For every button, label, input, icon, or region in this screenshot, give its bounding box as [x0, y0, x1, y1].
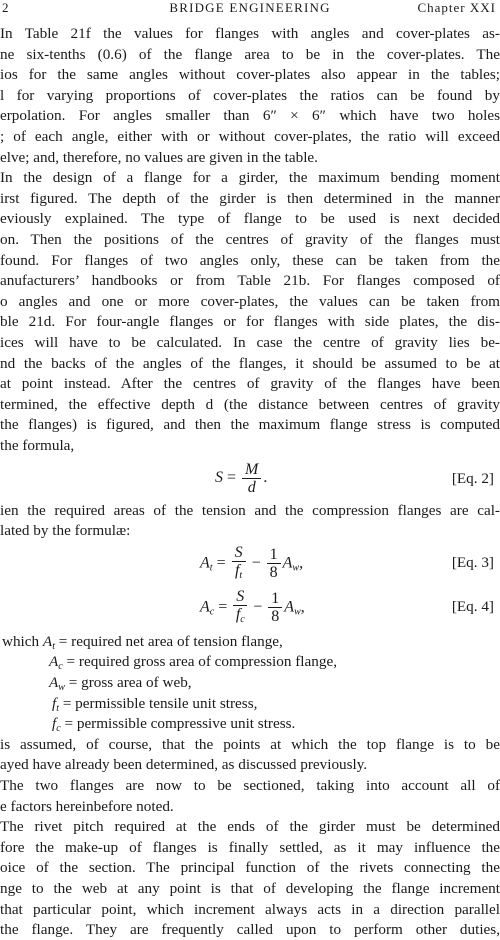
paragraph-line: l for varying proportions of cover-plates the ratios can be found by [0, 86, 500, 104]
running-header [0, 0, 500, 20]
paragraph-line: oice of the section. The principal function of the rivets connecting the [0, 859, 500, 877]
chapter-label: Chapter XXI [417, 0, 496, 15]
paragraph-line: nd the backs of the angles of the flanges, it should be assumed to be at [0, 354, 500, 372]
paragraph-line: ices will have to be calculated. In case the centre of gravity lies be- [0, 334, 500, 351]
fraction: $\frac{1}{8}$ [267, 546, 281, 581]
fraction: $\frac{S}{f_t}$ [232, 544, 246, 584]
paragraph-line: on. Then the positions of the centres of gravity of the flanges must [0, 231, 500, 248]
paragraph-line: eviously explained. The type of flange to be used is next decided [0, 210, 500, 228]
paragraph-line: found. For flanges of two angles only, these can be taken from the [0, 251, 500, 269]
paragraph-line: ayed have already been determined, as discussed previously. [0, 756, 368, 774]
paragraph-line: ios for the same angles without cover-plates also appear in the tables; [0, 66, 500, 84]
equation-2: S = $\frac{M}{d}$ . [215, 460, 268, 496]
paragraph-line: termined, the effective depth d (the distance between centres of gravity [0, 395, 500, 413]
paragraph-line: the flanges) is figured, and then the maximum flange stress is computed [0, 416, 500, 434]
paragraph-line: In the design of a flange for a girder, the maximum bending moment [0, 169, 500, 187]
paragraph-line: erpolation. For angles smaller than 6″ × 6″ which have two holes [0, 107, 500, 125]
paragraph-line: nge to the web at any point is that of developing the flange increment [0, 880, 500, 897]
definition-line: $f_t$ = permissible tensile unit stress, [52, 694, 258, 714]
paragraph-line: fore the make-up of flanges is finally settled, as it may influence the [0, 838, 500, 856]
paragraph-line: ble 21d. For four-angle flanges or for flanges with side plates, the dis- [0, 313, 500, 331]
fraction: $\frac{1}{8}$ [268, 590, 282, 625]
paragraph-line: irst figured. The depth of the girder is then determined in the manner [0, 189, 500, 207]
paragraph-line: elve; and, therefore, no values are given in the table. [0, 148, 318, 166]
paragraph-line: ne six-tenths (0.6) of the flange area to be in the cover-plates. The [0, 45, 500, 63]
paragraph-line: e factors hereinbefore noted. [0, 797, 174, 815]
definition-line: $A_w$ = gross area of web, [49, 674, 192, 693]
paragraph-line: at point instead. After the centres of gravity of the flanges have been [0, 375, 500, 393]
paragraph-line: lated by the formulæ: [0, 522, 131, 540]
equation-label: [Eq. 2] [451, 469, 494, 487]
definition-line: $A_c$ = required gross area of compression flange, [49, 653, 337, 673]
paragraph-line: ; of each angle, either with or without cover-plates, the ratio will exceed [0, 128, 500, 145]
paragraph-line: o angles and one or more cover-plates, the values can be taken from [0, 292, 500, 310]
paragraph-line: is assumed, of course, that the points at which the top flange is to be [0, 735, 500, 753]
fraction: $\frac{S}{f_c}$ [233, 588, 247, 628]
page-number: 2 [2, 0, 9, 15]
equation-label: [Eq. 3] [451, 553, 494, 571]
fraction: $\frac{M}{d}$ [242, 461, 261, 496]
paragraph-line: anufacturers’ handbooks or from Table 21b. For flanges composed of [0, 272, 500, 290]
book-title: BRIDGE ENGINEERING [169, 0, 331, 15]
definition-line: $f_c$ = permissible compressive unit stress. [52, 715, 296, 735]
equation-3: $A_t$ = $\frac{S}{f_t}$ − $\frac{1}{8}$ $A_w$, [200, 544, 303, 584]
equation-4: $A_c$ = $\frac{S}{f_c}$ − $\frac{1}{8}$ $A_w$, [200, 588, 305, 628]
paragraph-line: that particular point, which increment always acts in a direction parallel [0, 900, 500, 918]
paragraph-line: The rivet pitch required at the ends of the girder must be determined [0, 818, 500, 836]
definition-line: which $A_t$ = required net area of tension flange, [2, 632, 283, 652]
paragraph-line: the flange. They are frequently called upon to perform other duties, [0, 921, 500, 939]
paragraph-line: the formula, [0, 437, 75, 454]
paragraph-line: The two flanges are now to be sectioned, taking into account all of [0, 777, 500, 794]
equation-label: [Eq. 4] [451, 597, 494, 615]
paragraph-line: In Table 21f the values for flanges with angles and cover-plates as- [0, 25, 500, 42]
paragraph-line: ien the required areas of the tension and the compression flanges are cal- [0, 501, 500, 519]
